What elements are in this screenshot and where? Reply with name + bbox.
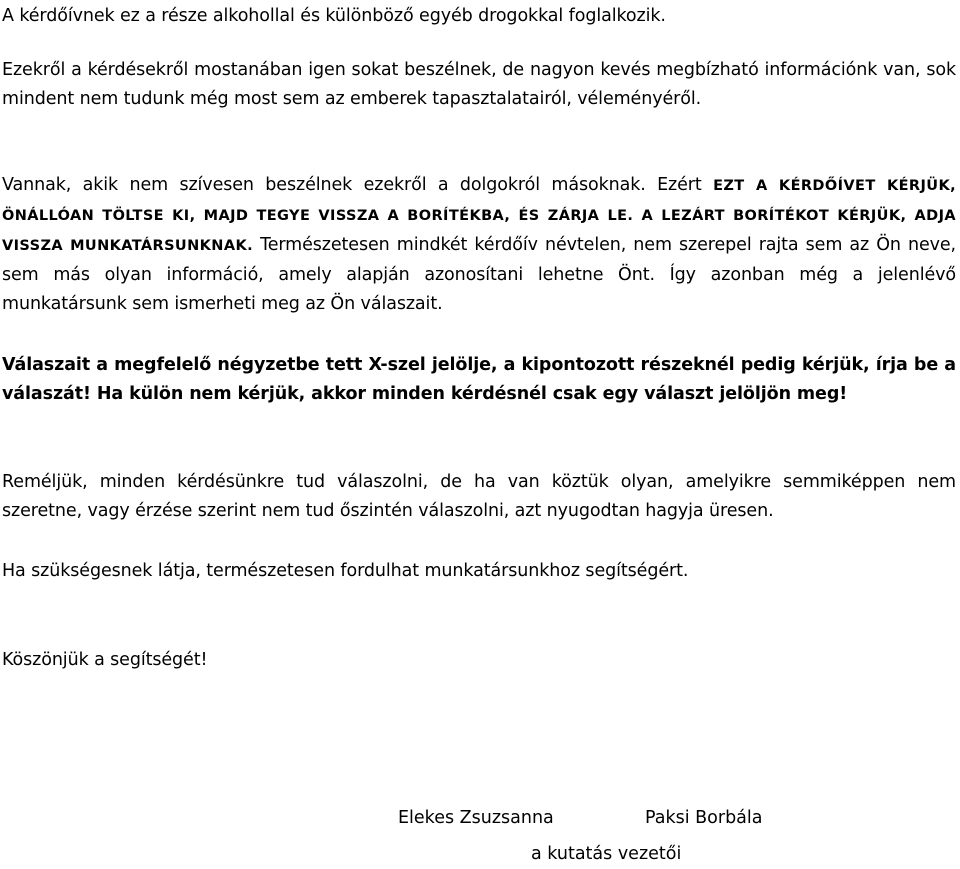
skip-question-paragraph: Reméljük, minden kérdésünkre tud válaszolni, de ha van köztük olyan, amelyikre semmiképpen nem szeretne, vagy érzése szerint nem tud őszintén válaszolni, azt nyugodtan hagyja üresen. [2, 472, 956, 521]
confidentiality-lead: Vannak, akik nem szívesen beszélnek ezekről a dolgokról másoknak. Ezért [2, 175, 702, 195]
return-instructions-caps: EZT A KÉRDŐÍVET KÉRJÜK, ÖNÁLLÓAN TÖLTSE KI, MAJD TEGYE VISSZA A BORÍTÉKBA, ÉS ZÁRJA LE. A LEZÁRT BORÍTÉKOT KÉRJÜK, ADJA VISSZA MUNKATÁRSUNKNAK. [2, 178, 956, 254]
answer-instructions-paragraph: Válaszait a megfelelő négyzetbe tett X-szel jelölje, a kipontozott részeknél pedig kérjük, írja be a válaszát! Ha külön nem kérjük, akkor minden kérdésnél csak egy választ jelöljön meg! [2, 355, 956, 404]
signature-name-paksi: Paksi Borbála [645, 808, 763, 828]
confidentiality-paragraph [2, 171, 956, 319]
signature-name-elekes: Elekes Zsuzsanna [398, 808, 554, 828]
intro-paragraph: A kérdőívnek ez a része alkohollal és különböző egyéb drogokkal foglalkozik. [2, 6, 666, 26]
help-paragraph: Ha szükségesnek látja, természetesen fordulhat munkatársunkhoz segítségért. [2, 561, 689, 581]
thanks-paragraph: Köszönjük a segítségét! [2, 650, 208, 670]
anonymity-text: Természetesen mindkét kérdőív névtelen, nem szerepel rajta sem az Ön neve, sem más olyan információ, amely alapján azonosítani lehetne Önt. Így azonban még a jelenlévő munkatársunk sem ismerheti meg az Ön válaszait. [2, 235, 956, 314]
signature-role: a kutatás vezetői [531, 844, 682, 864]
about-paragraph: Ezekről a kérdésekről mostanában igen sokat beszélnek, de nagyon kevés megbízható információnk van, sok mindent nem tudunk még most sem az emberek tapasztalatairól, véleményéről. [2, 60, 956, 109]
